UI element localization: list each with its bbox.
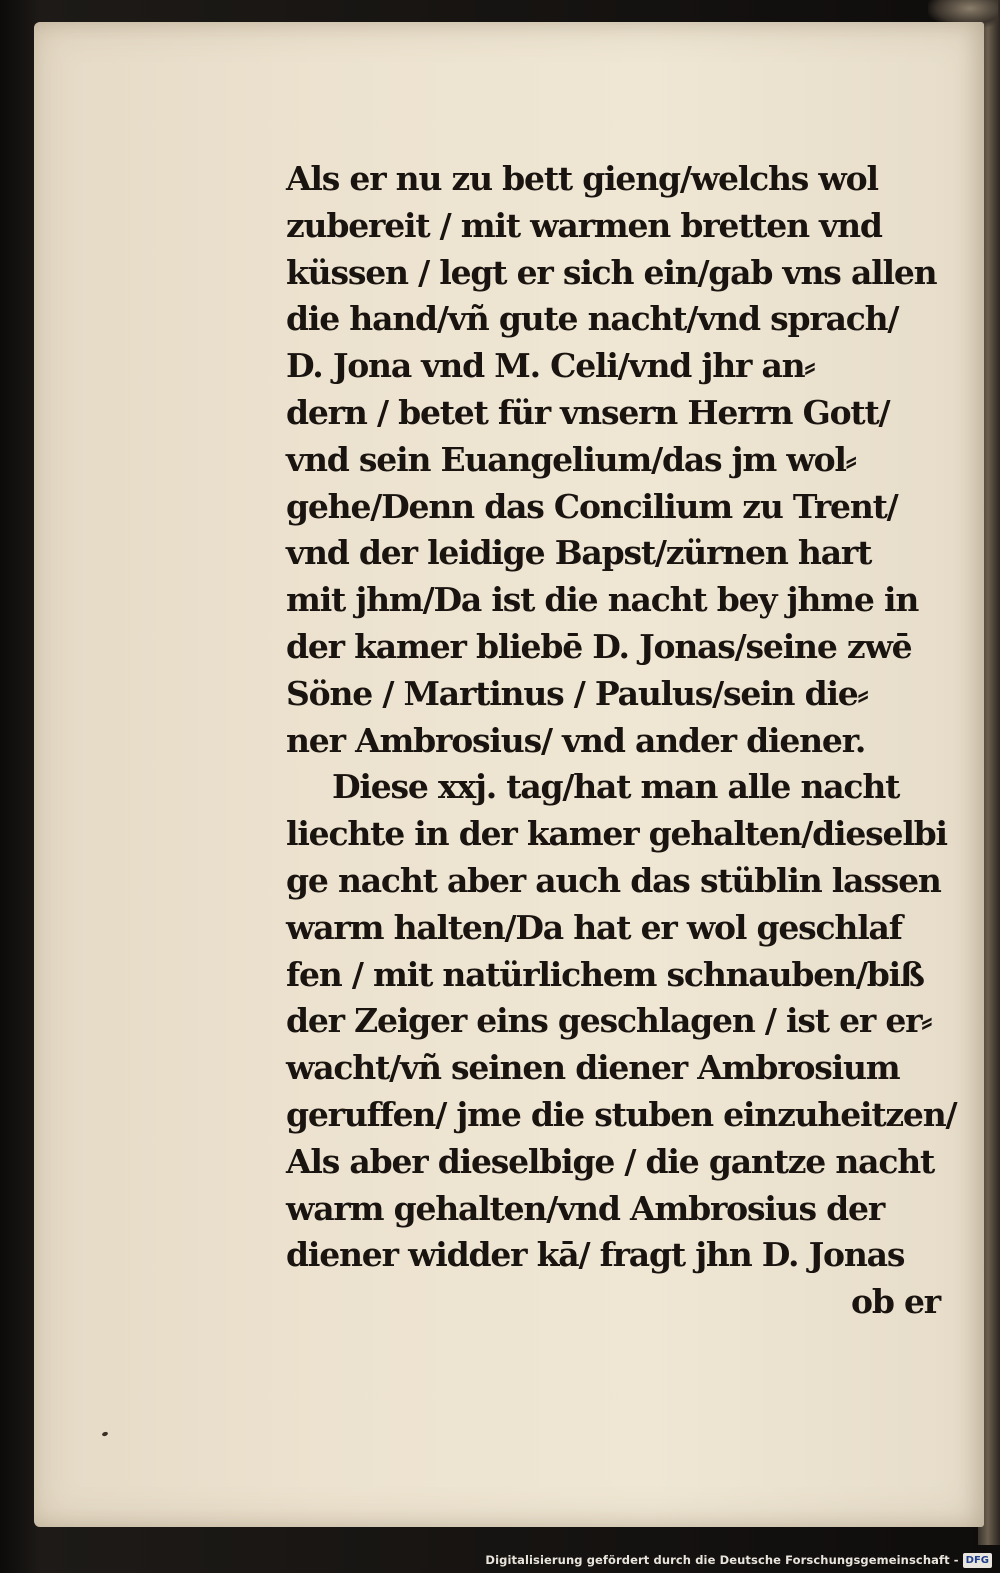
text-line: küssen / legt er sich ein/gab vns allen [286, 252, 937, 292]
text-line: die hand/vñ gute nacht/vnd sprach/ [286, 299, 899, 339]
text-line: Als er nu zu bett gieng/welchs wol [286, 159, 878, 198]
text-line: Als aber dieselbige / die gantze nacht [286, 1141, 935, 1181]
text-line: Diese xxj. tag/hat man alle nacht [332, 767, 900, 807]
text-line: mit jhm/Da ist die nacht bey jhme in [286, 580, 919, 620]
text-line: ge nacht aber auch das stüblin lassen [286, 860, 941, 900]
text-line: der Zeiger eins geschlagen / ist er er⸗ [286, 1001, 932, 1041]
text-line: vnd sein Euangelium/das jm wol⸗ [286, 439, 856, 479]
text-line: gehe/Denn das Concilium zu Trent/ [286, 486, 898, 526]
text-line: dern / betet für vnsern Herrn Gott/ [286, 392, 890, 432]
text-line: warm halten/Da hat er wol geschlaf [286, 907, 902, 947]
text-line: vnd der leidige Bapst/zürnen hart [286, 533, 872, 573]
book-page [34, 22, 984, 1527]
text-line: liechte in der kamer gehalten/dieselbi [286, 814, 947, 854]
funding-credit: Digitalisierung gefördert durch die Deutsche Forschungsgemeinschaft - [485, 1553, 959, 1567]
text-line: wacht/vñ seinen diener Ambrosium [286, 1048, 900, 1088]
text-line: zubereit / mit warmen bretten vnd [286, 205, 882, 245]
text-line: D. Jona vnd M. Celi/vnd jhr an⸗ [286, 346, 815, 386]
text-line: Söne / Martinus / Paulus/sein die⸗ [286, 673, 868, 713]
text-line: ner Ambrosius/ vnd ander diener. [286, 720, 866, 760]
page-text [286, 156, 957, 1326]
text-line: der kamer bliebē D. Jonas/seine zwē [286, 626, 912, 666]
page-speck [101, 1431, 108, 1437]
text-line: warm gehalten/vnd Ambrosius der [286, 1188, 885, 1228]
catchword: ob er [851, 1282, 940, 1322]
digitization-footer [485, 1551, 992, 1569]
text-line: diener widder kā/ fragt jhn D. Jonas [286, 1235, 905, 1275]
dfg-logo-icon: DFG [963, 1553, 992, 1568]
text-line: fen / mit natürlichem schnauben/biß [286, 954, 924, 994]
text-line: geruffen/ jme die stuben einzuheitzen/ [286, 1094, 957, 1134]
